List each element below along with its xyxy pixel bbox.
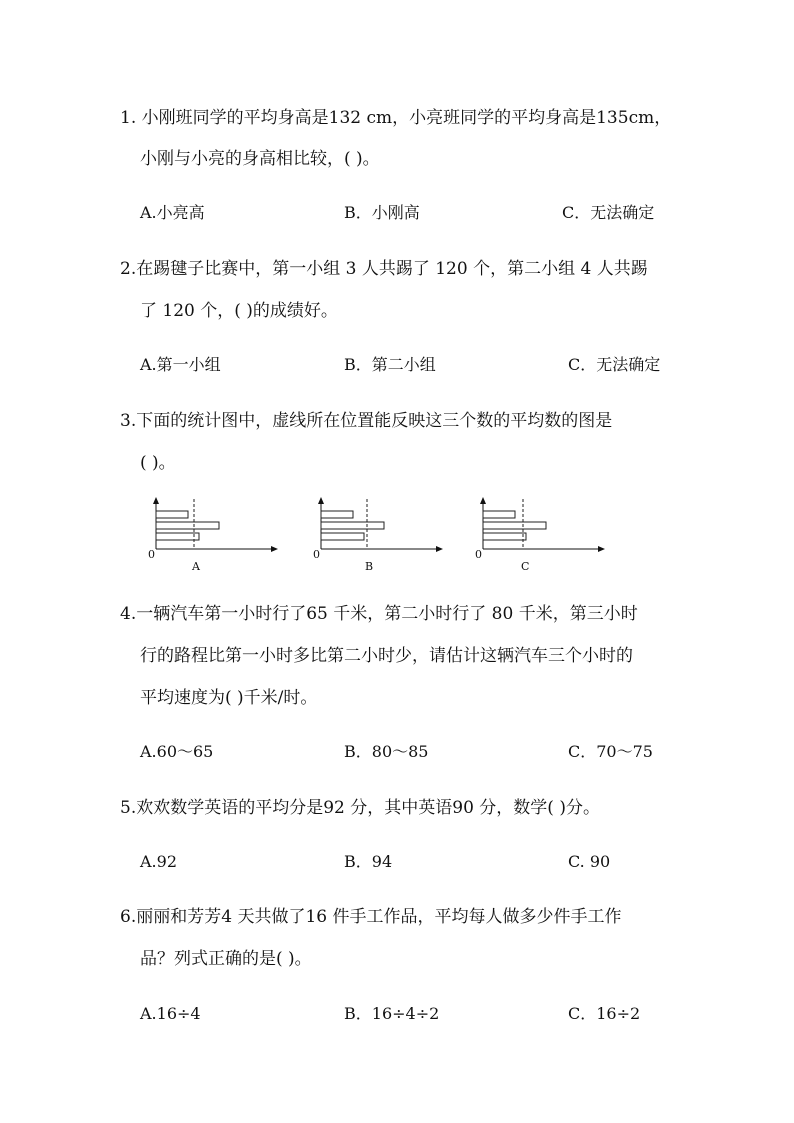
q6-option-a[interactable]: A.16÷4 (140, 1004, 201, 1023)
chart-origin-label: 0 (148, 548, 155, 561)
q5-option-b[interactable]: B．94 (344, 852, 393, 871)
q2-option-b[interactable]: B．第二小组 (344, 355, 436, 374)
q4-line2: 行的路程比第一小时多比第二小时少，请估计这辆汽车三个小时的 (140, 646, 633, 666)
q4-line3: 平均速度为( )千米/时。 (140, 688, 318, 708)
q5-option-a[interactable]: A.92 (140, 852, 177, 871)
chart-bar (321, 522, 384, 529)
chart-bar (156, 533, 199, 540)
q1-option-b[interactable]: B．小刚高 (344, 203, 420, 222)
q6-line1: 6.丽丽和芳芳4 天共做了16 件手工作品，平均每人做多少件手工作 (120, 907, 622, 927)
chart-bar (321, 511, 353, 518)
chart-bar (483, 522, 546, 529)
q1-line1: 1. 小刚班同学的平均身高是132 cm，小亮班同学的平均身高是135cm， (120, 108, 672, 128)
q1-option-a[interactable]: A.小亮高 (140, 203, 205, 222)
q1-line2: 小刚与小亮的身高相比较，( )。 (140, 149, 380, 169)
q6-line2: 品？列式正确的是( )。 (140, 949, 312, 969)
q4-option-a[interactable]: A.60～65 (140, 742, 214, 761)
chart-option-label: B (365, 560, 374, 573)
chart-bar (156, 511, 188, 518)
q3-chart-a[interactable] (140, 493, 290, 578)
q5-option-c[interactable]: C. 90 (568, 852, 611, 871)
q2-option-c[interactable]: C．无法确定 (568, 355, 661, 374)
chart-bar (156, 522, 219, 529)
q3-line1: 3.下面的统计图中，虚线所在位置能反映这三个数的平均数的图是 (120, 411, 613, 431)
chart-origin-label: 0 (313, 548, 320, 561)
q3-chart-b[interactable] (305, 493, 455, 578)
chart-bar (483, 533, 526, 540)
q4-option-b[interactable]: B．80～85 (344, 742, 429, 761)
q3-line2: ( )。 (140, 453, 176, 473)
q5-line1: 5.欢欢数学英语的平均分是92 分，其中英语90 分，数学( )分。 (120, 798, 600, 818)
chart-option-label: C (521, 560, 530, 573)
q2-option-a[interactable]: A.第一小组 (140, 355, 221, 374)
chart-origin-label: 0 (475, 548, 482, 561)
chart-bar (483, 511, 515, 518)
q4-option-c[interactable]: C．70～75 (568, 742, 653, 761)
q4-line1: 4.一辆汽车第一小时行了65 千米，第二小时行了 80 千米，第三小时 (120, 604, 638, 624)
chart-option-label: A (192, 560, 200, 573)
q6-option-b[interactable]: B．16÷4÷2 (344, 1004, 440, 1023)
chart-bar (321, 533, 364, 540)
q2-line1: 2.在踢毽子比赛中，第一小组 3 人共踢了 120 个，第二小组 4 人共踢 (120, 259, 648, 279)
q6-option-c[interactable]: C．16÷2 (568, 1004, 641, 1023)
q2-line2: 了 120 个，( )的成绩好。 (140, 301, 338, 321)
q1-option-c[interactable]: C．无法确定 (562, 203, 655, 222)
q3-chart-c[interactable] (467, 493, 617, 578)
